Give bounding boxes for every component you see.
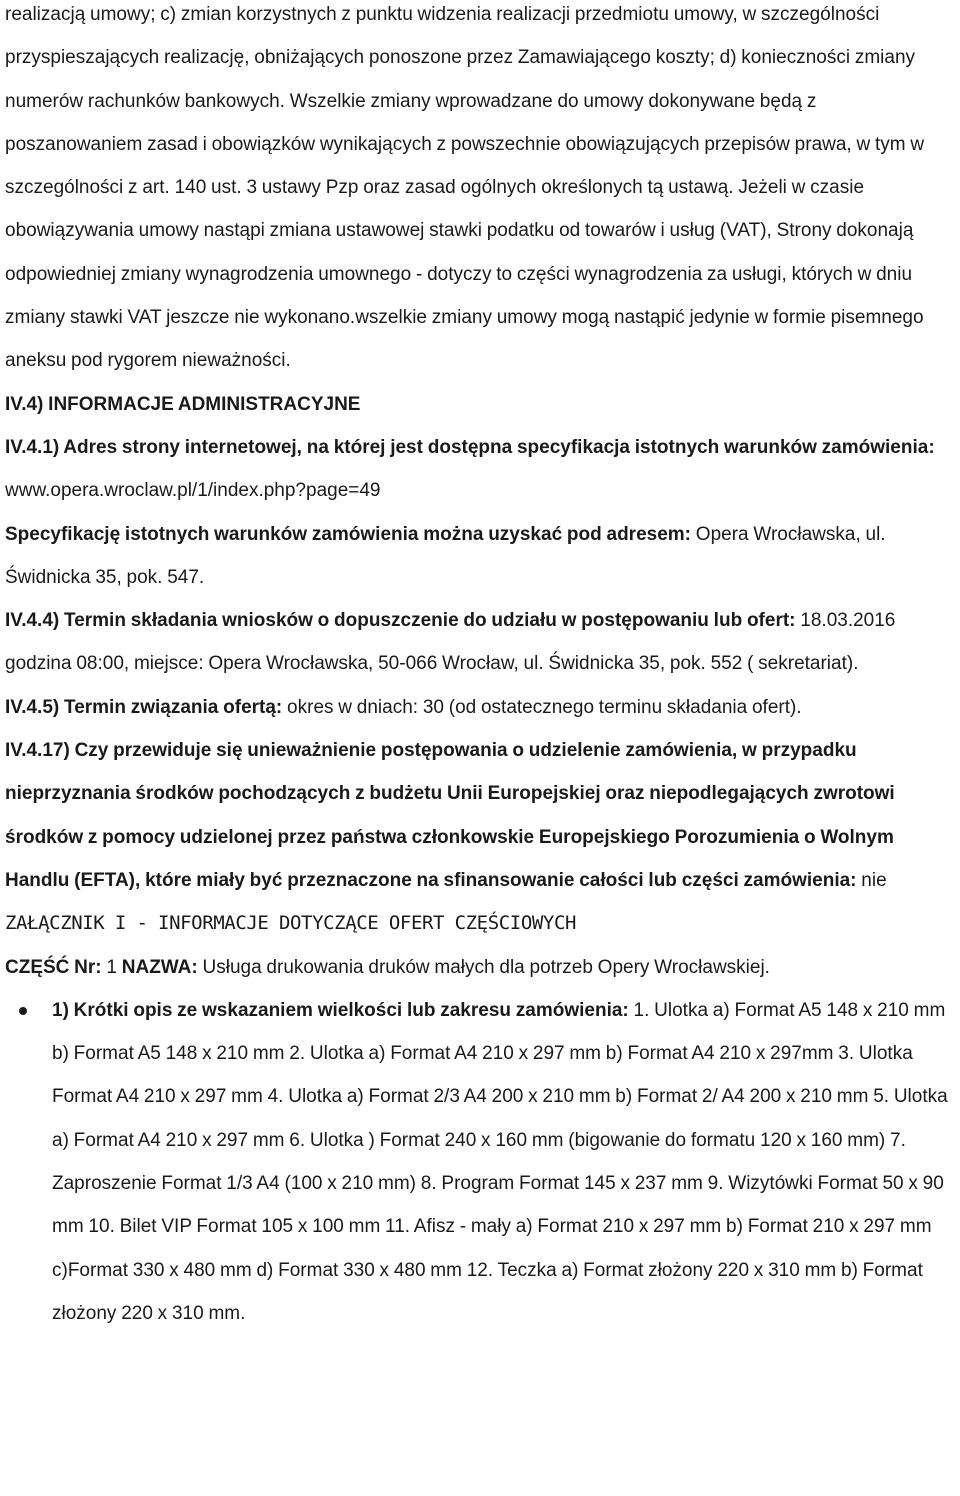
bullet-text [52, 989, 957, 1335]
annex-part [5, 946, 957, 989]
item-iv41 [5, 426, 957, 513]
item-iv45 [5, 686, 957, 729]
bullet-label: 1) Krótki opis ze wskazaniem wielkości lub zakresu zamówienia: [52, 999, 629, 1021]
item-iv45-value: okres w dniach: 30 (od ostatecznego terminu składania ofert). [282, 696, 802, 718]
intro-paragraph: realizacją umowy; c) zmian korzystnych z punktu widzenia realizacji przedmiotu umowy, w szczególności przyspieszających realizację, obniżających ponoszone przez Zamawiającego koszty; d) konieczności zmiany numerów rachunków bankowych. Wszelkie zmiany wprowadzane do umowy dokonywane będą z poszanowaniem zasad i obowiązków wynikających z powszechnie obowiązujących przepisów prawa, w tym w szczególności z art. 140 ust. 3 ustawy Pzp oraz zasad ogólnych określonych tą ustawą. Jeżeli w czasie obowiązywania umowy nastąpi zmiana ustawowej stawki podatku od towarów i usług (VAT), Strony dokonają odpowiedniej zmiany wynagrodzenia umownego - dotyczy to części wynagrodzenia za usługi, których w dniu zmiany stawki VAT jeszcze nie wykonano.wszelkie zmiany umowy mogą nastąpić jedynie w formie pisemnego aneksu pod rygorem nieważności. [5, 4, 925, 372]
item-iv41-value: www.opera.wroclaw.pl/1/index.php?page=49 [5, 480, 381, 502]
spec-address-value: Opera Wrocławska, ul. Świdnicka 35, pok. 547. [5, 523, 886, 588]
annex-bullet-item [5, 989, 957, 1335]
part-number: 1 [101, 956, 122, 978]
part-label: CZĘŚĆ Nr: [5, 956, 102, 978]
item-iv417 [5, 729, 957, 902]
name-label: NAZWA: [121, 956, 198, 978]
item-iv417-value: nie [856, 869, 887, 891]
bullet-dot-icon [19, 1007, 27, 1015]
annex-heading: ZAŁĄCZNIK I - INFORMACJE DOTYCZĄCE OFERT CZĘŚCIOWYCH [5, 912, 577, 935]
item-iv44 [5, 599, 957, 686]
item-iv41-label: IV.4.1) Adres strony internetowej, na której jest dostępna specyfikacja istotnych warunków zamówienia: [5, 436, 935, 458]
item-iv45-label: IV.4.5) Termin związania ofertą: [5, 696, 283, 718]
section-heading-iv4: IV.4) INFORMACJE ADMINISTRACYJNE [5, 393, 361, 415]
spec-address [5, 513, 957, 600]
item-iv44-label: IV.4.4) Termin składania wniosków o dopuszczenie do udziału w postępowaniu lub ofert: [5, 610, 796, 632]
spec-address-label: Specyfikację istotnych warunków zamówienia można uzyskać pod adresem: [5, 523, 692, 545]
bullet-value: 1. Ulotka a) Format A5 148 x 210 mm b) Format A5 148 x 210 mm 2. Ulotka a) Format A4 210 x 297 mm b) Format A4 210 x 297mm 3. Ulotka Format A4 210 x 297 mm 4. Ulotka a) Format 2/3 A4 200 x 210 mm b) Format 2/ A4 200 x 210 mm 5. Ulotka a) Format A4 210 x 297 mm 6. Ulotka ) Format 240 x 160 mm (bigowanie do formatu 120 x 160 mm) 7. Zaproszenie Format 1/3 A4 (100 x 210 mm) 8. Program Format 145 x 237 mm 9. Wizytówki Format 50 x 90 mm 10. Bilet VIP Format 105 x 100 mm 11. Afisz - mały a) Format 210 x 297 mm b) Format 210 x 297 mm c)Format 330 x 480 mm d) Format 330 x 480 mm 12. Teczka a) Format złożony 220 x 310 mm b) Format złożony 220 x 310 mm. [52, 999, 948, 1324]
item-iv44-value: 18.03.2016 godzina 08:00, miejsce: Opera Wrocławska, 50-066 Wrocław, ul. Świdnicka 35, pok. 552 ( sekretariat). [5, 610, 896, 675]
name-value: Usługa drukowania druków małych dla potrzeb Opery Wrocławskiej. [197, 956, 770, 978]
item-iv417-label: IV.4.17) Czy przewiduje się unieważnienie postępowania o udzielenie zamówienia, w przypadku nieprzyznania środków pochodzących z budżetu Unii Europejskiej oraz niepodlegających zwrotowi środków z pomocy udzielonej przez państwa członkowskie Europejskiego Porozumienia o Wolnym Handlu (EFTA), które miały być przeznaczone na sfinansowanie całości lub części zamówienia: [5, 740, 895, 891]
document-page [5, 0, 957, 1335]
